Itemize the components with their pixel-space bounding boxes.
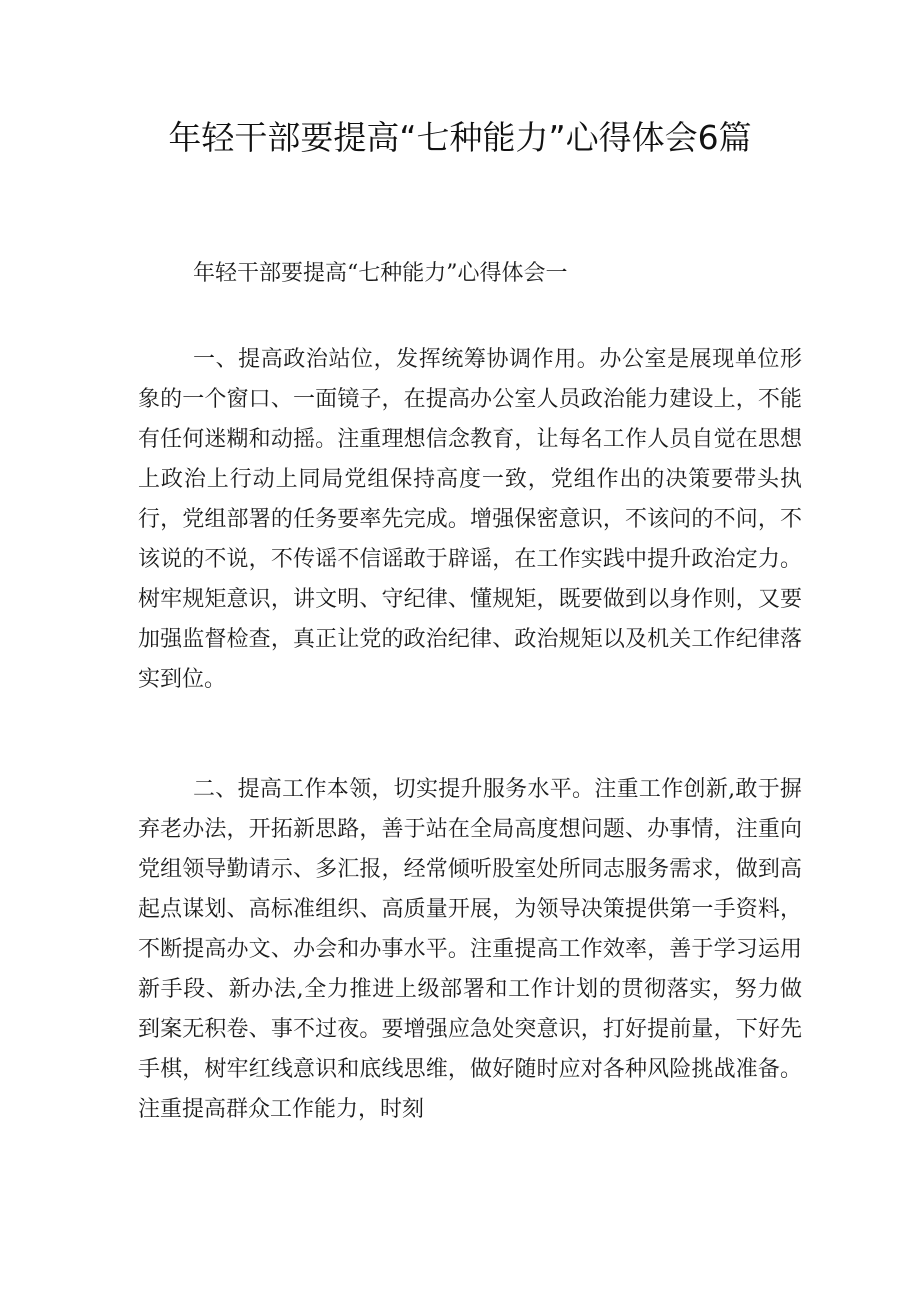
paragraph-1: 一、提高政治站位，发挥统筹协调作用。办公室是展现单位形象的一个窗口、一面镜子，在提高办公室人员政治能力建设上，不能有任何迷糊和动摇。注重理想信念教育，让每名工作人员自觉在思想上政治上行动上同局党组保持高度一致，党组作出的决策要带头执行，党组部署的任务要率先完成。增强保密意识，不该问的不问，不该说的不说，不传谣不信谣敢于辟谣，在工作实践中提升政治定力。树牢规矩意识，讲文明、守纪律、懂规矩，既要做到以身作则，又要加强监督检查，真正让党的政治纪律、政治规矩以及机关工作纪律落实到位。: [138, 347, 802, 692]
paragraph-2: 二、提高工作本领，切实提升服务水平。注重工作创新,敢于摒弃老办法，开拓新思路，善于站在全局高度想问题、办事情，注重向党组领导勤请示、多汇报，经常倾听股室处所同志服务需求，做到高起点谋划、高标准组织、高质量开展，为领导决策提供第一手资料，不断提高办文、办会和办事水平。注重提高工作效率，善于学习运用新手段、新办法,全力推进上级部署和工作计划的贯彻落实，努力做到案无积卷、事不过夜。要增强应急处突意识，打好提前量，下好先手棋，树牢红线意识和底线思维，做好随时应对各种风险挑战准备。注重提高群众工作能力，时刻: [138, 777, 802, 1122]
document-title: 年轻干部要提高“七种能力”心得体会6篇: [168, 118, 752, 157]
section-subtitle: 年轻干部要提高“七种能力”心得体会一: [193, 261, 568, 286]
